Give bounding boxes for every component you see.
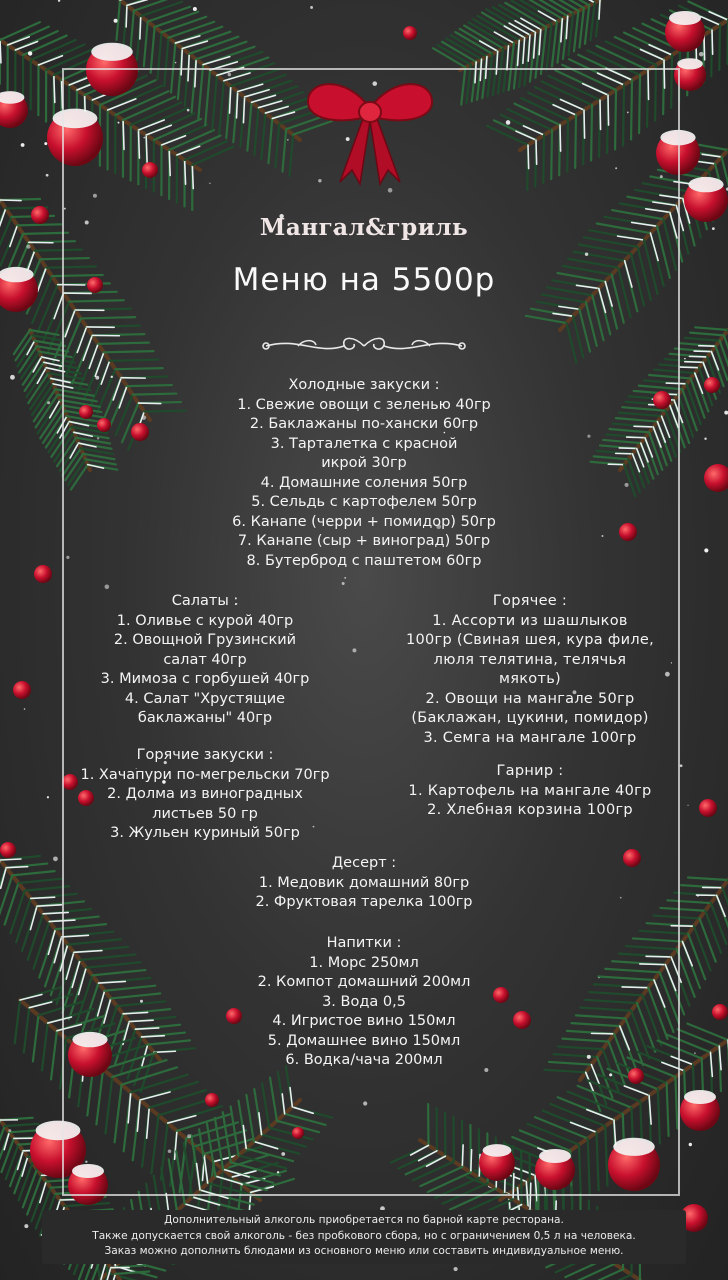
- section-drinks: [0, 934, 728, 1071]
- menu-item: 1. Картофель на мангале 40гр: [408, 782, 652, 799]
- flourish-divider-icon: [258, 333, 470, 359]
- section-heading: Горячие закуски :: [136, 747, 274, 763]
- section-heading: Напитки :: [326, 935, 402, 951]
- section-hot-dishes: [380, 592, 680, 748]
- menu-item: 6. Канапе (черри + помидор) 50гр: [232, 513, 496, 530]
- menu-item: 100гр (Свиная шея, кура филе,: [405, 632, 655, 648]
- menu-item: 2. Хлебная корзина 100гр: [427, 802, 633, 818]
- menu-item: 1. Оливье с курой 40гр: [116, 612, 294, 629]
- section-hot-appetizers: [60, 746, 350, 844]
- section-heading: Салаты :: [171, 593, 239, 609]
- red-bow-icon: [300, 70, 440, 190]
- menu-item: 1. Свежие овощи с зеленью 40гр: [237, 396, 491, 413]
- menu-item: 2. Овощной Грузинский: [113, 632, 297, 648]
- restaurant-name: Мангал&гриль: [259, 214, 469, 241]
- footer-line: Дополнительный алкоголь приобретается по барной карте ресторана.: [164, 1214, 564, 1226]
- menu-item: 2. Долма из виноградных: [107, 786, 303, 802]
- section-salads: [60, 592, 350, 729]
- menu-item: 2. Баклажаны по-хански 60гр: [249, 416, 479, 432]
- footer-line: Заказ можно дополнить блюдами из основного меню или составить индивидуальное меню.: [104, 1245, 624, 1257]
- section-heading: Десерт :: [331, 855, 397, 871]
- menu-item: 3. Вода 0,5: [322, 993, 406, 1010]
- red-berry-icon: [13, 681, 31, 699]
- menu-item: 1. Медовик домашний 80гр: [258, 874, 470, 891]
- section-heading: Гарнир :: [496, 763, 564, 779]
- menu-item: 3. Семга на мангале 100гр: [423, 729, 637, 746]
- menu-item: 4. Салат "Хрустящие: [124, 690, 286, 707]
- menu-item: салат 40гр: [163, 651, 247, 668]
- menu-item: 1. Морс 250мл: [309, 954, 419, 971]
- menu-item: 4. Игристое вино 150мл: [272, 1013, 456, 1029]
- footer-note: [42, 1210, 686, 1264]
- menu-item: 1. Хачапури по-мегрельски 70гр: [80, 766, 330, 783]
- menu-item: икрой 30гр: [321, 455, 407, 471]
- menu-item: 1. Ассорти из шашлыков: [432, 612, 628, 629]
- menu-item: 5. Домашнее вино 150мл: [267, 1032, 461, 1049]
- menu-item: 8. Бутерброд с паштетом 60гр: [246, 552, 482, 569]
- section-garnish: [380, 762, 680, 821]
- page-title: Меню на 5500р: [232, 262, 496, 298]
- menu-item: мякоть): [498, 671, 562, 687]
- menu-item: 6. Водка/чача 200мл: [285, 1052, 443, 1068]
- menu-item: 3. Жульен куриный 50гр: [110, 825, 300, 841]
- menu-item: листьев 50 гр: [152, 805, 258, 822]
- menu-item: 2. Овощи на мангале 50гр: [425, 690, 635, 707]
- red-berry-icon: [403, 26, 417, 40]
- menu-item: люля телятина, телячья: [433, 651, 627, 668]
- menu-item: баклажаны" 40гр: [137, 710, 273, 726]
- menu-item: 3. Мимоза с горбушей 40гр: [100, 671, 310, 687]
- menu-item: 2. Фруктовая тарелка 100гр: [255, 894, 473, 910]
- menu-item: 2. Компот домашний 200мл: [257, 974, 471, 990]
- menu-item: 3. Тарталетка с красной: [270, 435, 458, 452]
- menu-item: (Баклажан, цукини, помидор): [411, 710, 649, 726]
- section-cold-appetizers: [0, 376, 728, 571]
- section-heading: Горячее :: [492, 593, 568, 609]
- footer-line: Также допускается свой алкоголь - без пробкового сбора, но с ограничением 0,5 л на человека.: [92, 1229, 636, 1242]
- menu-item: 7. Канапе (сыр + виноград) 50гр: [237, 533, 491, 549]
- menu-item: 4. Домашние соления 50гр: [260, 474, 468, 491]
- menu-item: 5. Сельдь с картофелем 50гр: [251, 494, 477, 510]
- section-heading: Холодные закуски :: [288, 377, 440, 393]
- section-dessert: [0, 854, 728, 913]
- red-berry-icon: [699, 799, 717, 817]
